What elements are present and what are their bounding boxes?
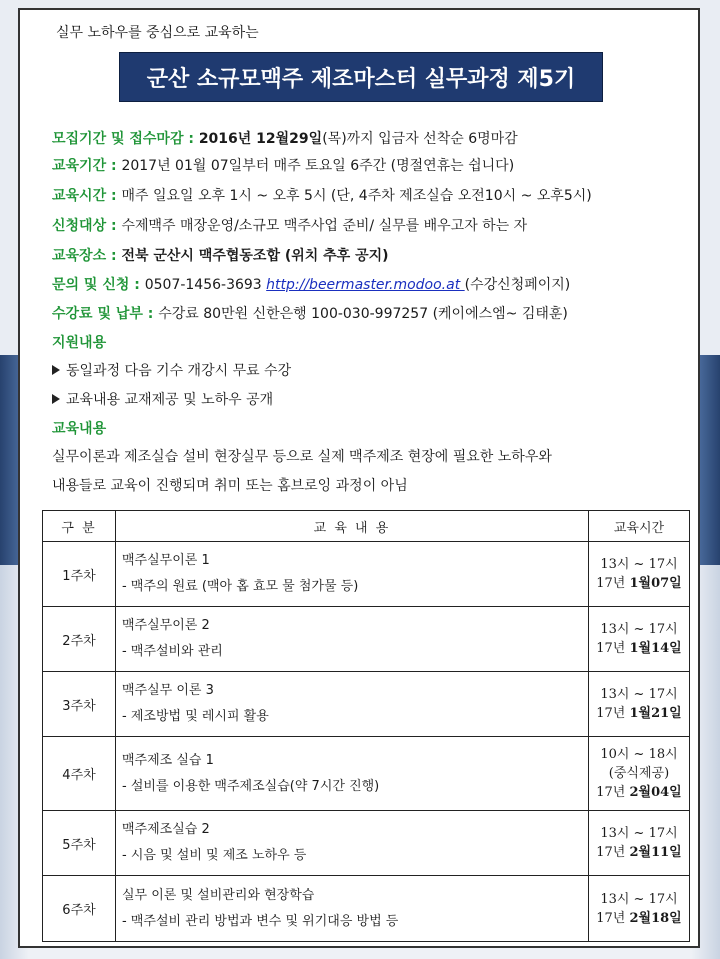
content-title: 맥주실무 이론 3	[122, 683, 214, 698]
support-item	[52, 389, 273, 409]
period-label: 교육기간 :	[52, 158, 122, 174]
time-cell	[589, 737, 690, 811]
table-row	[43, 542, 690, 607]
content-cell	[116, 811, 589, 876]
fee-line	[52, 303, 568, 323]
date-day: 1월07일	[629, 576, 682, 591]
session-date	[590, 639, 688, 658]
content-title: 맥주제조실습 2	[122, 822, 210, 837]
time-range: 13시 ~ 17시	[600, 826, 678, 841]
week-cell: 4주차	[43, 737, 116, 811]
content-title: 맥주제조 실습 1	[122, 752, 214, 768]
target-label: 신청대상 :	[52, 218, 122, 234]
date-year: 17년	[596, 785, 630, 800]
table-header-row	[43, 511, 690, 542]
period-value: 2017년 01월 07일부터 매주 토요일 6주간 (명절연휴는 쉽니다)	[121, 158, 515, 174]
support-item-text: 교육내용 교재제공 및 노하우 공개	[66, 392, 274, 408]
contact-note: (수강신청페이지)	[464, 277, 571, 293]
recruit-value: (목)까지 입금자 선착순 6명마감	[322, 131, 518, 147]
contact-line	[52, 274, 570, 294]
week-cell: 3주차	[43, 672, 116, 737]
time-range: 10시 ~ 18시	[600, 747, 678, 762]
recruit-line	[52, 128, 518, 148]
time-cell	[589, 672, 690, 737]
page-title: 군산 소규모맥주 제조마스터 실무과정 제5기	[119, 52, 603, 102]
time-range: 13시 ~ 17시	[600, 891, 678, 907]
table-row	[43, 737, 690, 811]
time-value: 매주 일요일 오후 1시 ~ 오후 5시 (단, 4주차 제조실습 오전10시 ~ 오후5시)	[121, 188, 592, 204]
edu-line-2: 내용들로 교육이 진행되며 취미 또는 홈브로잉 과정이 아님	[52, 478, 408, 494]
place-line	[52, 245, 389, 265]
target-line	[52, 215, 527, 235]
support-heading: 지원내용	[52, 335, 107, 351]
target-value: 수제맥주 매장운영/소규모 맥주사업 준비/ 실무를 배우고자 하는 자	[121, 218, 528, 234]
time-range: 13시 ~ 17시	[600, 557, 678, 572]
time-cell	[589, 542, 690, 607]
place-value: 전북 군산시 맥주협동조합 (위치 추후 공지)	[121, 248, 389, 264]
content-title: 실무 이론 및 설비관리와 현장학습	[122, 887, 315, 903]
period-line	[52, 155, 514, 175]
place-label: 교육장소 :	[52, 248, 122, 264]
content-cell	[116, 672, 589, 737]
content-detail: - 맥주설비 관리 방법과 변수 및 위기대응 방법 등	[122, 913, 399, 929]
session-date	[590, 704, 688, 723]
content-cell	[116, 607, 589, 672]
triangle-bullet-icon	[52, 394, 60, 404]
header-time: 교육시간	[589, 511, 690, 542]
content-detail: - 맥주의 원료 (맥아 홉 효모 물 첨가물 등)	[122, 579, 359, 594]
contact-link[interactable]: http://beermaster.modoo.at	[266, 277, 465, 293]
week-cell: 1주차	[43, 542, 116, 607]
time-cell	[589, 876, 690, 942]
content-detail: - 설비를 이용한 맥주제조실습(약 7시간 진행)	[122, 778, 380, 794]
week-cell: 6주차	[43, 876, 116, 942]
contact-phone: 0507-1456-3693	[144, 277, 267, 293]
time-range: 13시 ~ 17시	[600, 622, 678, 637]
table-row	[43, 607, 690, 672]
date-year: 17년	[596, 910, 630, 926]
session-date	[590, 783, 688, 802]
table-row	[43, 672, 690, 737]
schedule-table	[42, 510, 690, 942]
support-item-text: 동일과정 다음 기수 개강시 무료 수강	[66, 363, 292, 379]
time-range: 13시 ~ 17시	[600, 687, 678, 702]
week-cell: 2주차	[43, 607, 116, 672]
date-day: 2월04일	[629, 785, 682, 800]
date-day: 2월11일	[629, 845, 682, 860]
contact-label: 문의 및 신청 :	[52, 277, 145, 293]
content-detail: - 맥주설비와 관리	[122, 644, 223, 659]
week-cell: 5주차	[43, 811, 116, 876]
flyer-document	[18, 8, 700, 948]
date-day: 2월18일	[629, 910, 682, 926]
time-line	[52, 185, 592, 205]
edu-line-1: 실무이론과 제조실습 설비 현장실무 등으로 실제 맥주제조 현장에 필요한 노하우와	[52, 449, 552, 465]
content-title: 맥주실무이론 2	[122, 618, 210, 633]
date-day: 1월21일	[629, 706, 682, 721]
content-detail: - 시음 및 설비 및 제조 노하우 등	[122, 848, 307, 863]
recruit-deadline: 2016년 12월29일	[198, 131, 323, 147]
date-year: 17년	[596, 576, 630, 591]
session-date	[590, 843, 688, 862]
content-cell	[116, 542, 589, 607]
recruit-label: 모집기간 및 접수마감 :	[52, 131, 199, 147]
session-date	[590, 909, 688, 928]
date-year: 17년	[596, 845, 630, 860]
content-cell	[116, 876, 589, 942]
session-date	[590, 574, 688, 593]
date-year: 17년	[596, 706, 630, 721]
triangle-bullet-icon	[52, 365, 60, 375]
content-detail: - 제조방법 및 레시피 활용	[122, 709, 269, 724]
fee-label: 수강료 및 납부 :	[52, 306, 159, 322]
header-content: 교 육 내 용	[116, 511, 589, 542]
date-year: 17년	[596, 641, 630, 656]
support-item	[52, 360, 291, 380]
time-cell	[589, 607, 690, 672]
time-cell	[589, 811, 690, 876]
time-label: 교육시간 :	[52, 188, 122, 204]
header-week: 구 분	[43, 511, 116, 542]
fee-value: 수강료 80만원 신한은행 100-030-997257 (케이에스엠~ 김태훈)	[158, 306, 568, 322]
date-day: 1월14일	[629, 641, 682, 656]
time-note: (중식제공)	[608, 766, 670, 781]
table-row	[43, 876, 690, 942]
table-row	[43, 811, 690, 876]
content-cell	[116, 737, 589, 811]
edu-heading: 교육내용	[52, 421, 107, 437]
content-title: 맥주실무이론 1	[122, 553, 210, 568]
subtitle: 실무 노하우를 중심으로 교육하는	[56, 25, 259, 41]
